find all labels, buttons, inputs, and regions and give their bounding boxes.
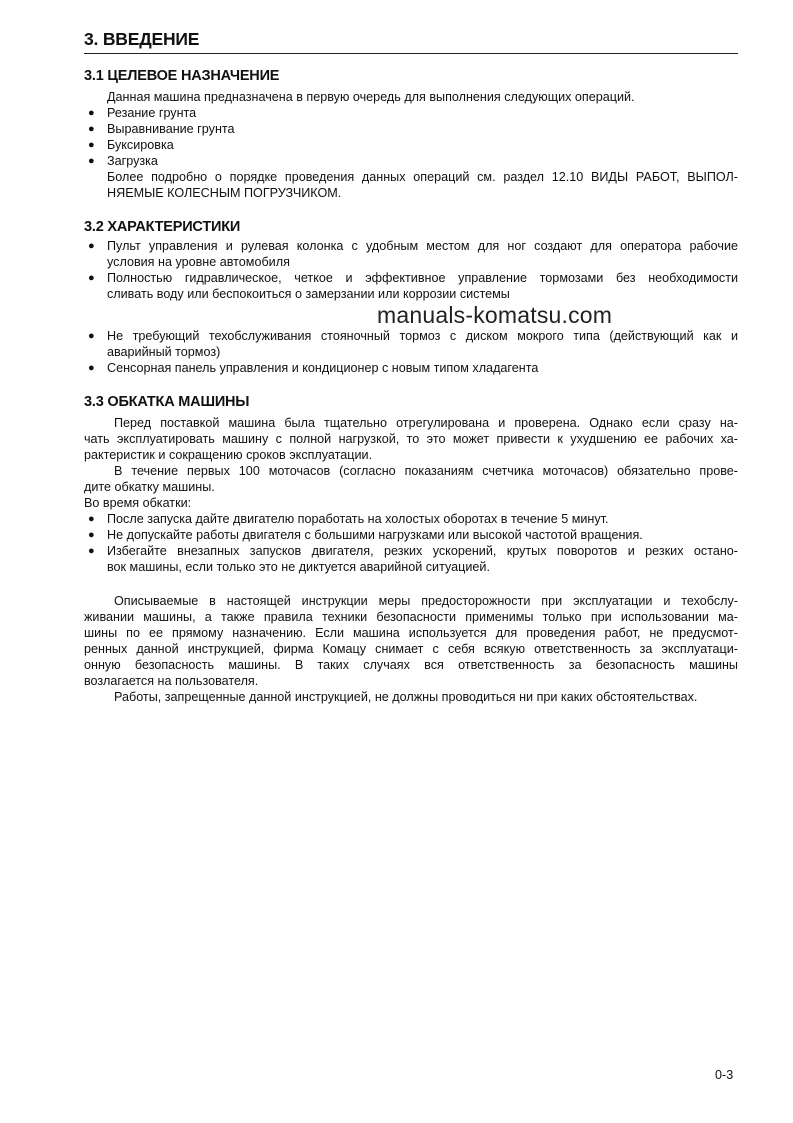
watermark: manuals-komatsu.com [377, 302, 613, 328]
bullet-icon: ● [88, 330, 95, 342]
section-3-2-heading: 3.2 ХАРАКТЕРИСТИКИ [84, 219, 241, 235]
section-3-1-heading: 3.1 ЦЕЛЕВОЕ НАЗНАЧЕНИЕ [84, 68, 280, 84]
paragraph-line: Перед поставкой машина была тщательно отрегулирована и проверена. Однако если сразу на- [114, 416, 738, 430]
paragraph-line: рактеристик и сокращению сроков эксплуатации. [84, 448, 373, 462]
paragraph-line: дите обкатку машины. [84, 480, 215, 494]
paragraph-line: живании машины, а также правила техники безопасности применимы только при использовании ма- [84, 610, 738, 624]
paragraph-line: Описываемые в настоящей инструкции меры предосторожности при эксплуатации и техобслу- [114, 594, 738, 608]
list-item: Полностью гидравлическое, четкое и эффективное управление тормозами без необходимости [107, 271, 738, 285]
list-item-continuation: сливать воду или беспокоиться о замерзании или коррозии системы [107, 287, 510, 301]
bullet-icon: ● [88, 513, 95, 525]
paragraph-line: Работы, запрещенные данной инструкцией, не должны проводиться ни при каких обстоятельствах. [114, 690, 698, 704]
bullet-icon: ● [88, 155, 95, 167]
list-item: Выравнивание грунта [107, 122, 235, 136]
page-title: 3. ВВЕДЕНИЕ [84, 29, 200, 49]
list-item: Буксировка [107, 138, 174, 152]
bullet-icon: ● [88, 272, 95, 284]
bullet-icon: ● [88, 545, 95, 557]
paragraph-line: В течение первых 100 моточасов (согласно показаниям счетчика моточасов) обязательно прове- [114, 464, 738, 478]
list-item-continuation: условия на уровне автомобиля [107, 255, 290, 269]
list-item: После запуска дайте двигателю поработать на холостых оборотах в течение 5 минут. [107, 512, 609, 526]
paragraph-line: НЯЕМЫЕ КОЛЕСНЫМ ПОГРУЗЧИКОМ. [107, 186, 342, 200]
paragraph-line: ренных данной инструкцией, фирма Комацу снимает с себя всякую ответственность за эксплуатаци- [84, 642, 738, 656]
list-item: Не допускайте работы двигателя с большими нагрузками или высокой частотой вращения. [107, 528, 643, 542]
page-number: 0-3 [715, 1068, 734, 1082]
section-3-3-heading: 3.3 ОБКАТКА МАШИНЫ [84, 394, 250, 410]
bullet-icon: ● [88, 362, 95, 374]
bullet-icon: ● [88, 139, 95, 151]
list-item: Не требующий техобслуживания стояночный тормоз с диском мокрого типа (действующий как и [107, 329, 738, 343]
paragraph-line: Более подробно о порядке проведения данных операций см. раздел 12.10 ВИДЫ РАБОТ, ВЫПОЛ- [107, 170, 738, 184]
paragraph-line: возлагается на пользователя. [84, 674, 259, 688]
paragraph-line: онную безопасность машины. В таких случаях вся ответственность за безопасность машины [84, 658, 738, 672]
title-divider [84, 53, 738, 54]
list-item: Пульт управления и рулевая колонка с удобным местом для ног создают для оператора рабочие [107, 239, 738, 253]
bullet-icon: ● [88, 107, 95, 119]
list-item-continuation: аварийный тормоз) [107, 345, 221, 359]
bullet-icon: ● [88, 529, 95, 541]
list-item: Резание грунта [107, 106, 197, 120]
list-item-continuation: вок машины, если только это не диктуется аварийной ситуацией. [107, 560, 490, 574]
paragraph-line: Данная машина предназначена в первую очередь для выполнения следующих операций. [107, 90, 635, 104]
list-item: Избегайте внезапных запусков двигателя, резких ускорений, крутых поворотов и резких остано- [107, 544, 738, 558]
list-item: Сенсорная панель управления и кондиционер с новым типом хладагента [107, 361, 539, 375]
bullet-icon: ● [88, 240, 95, 252]
list-item: Загрузка [107, 154, 158, 168]
bullet-icon: ● [88, 123, 95, 135]
paragraph-line: шины по ее прямому назначению. Если машина используется для проведения работ, не предусмот- [84, 626, 738, 640]
paragraph-line: Во время обкатки: [84, 496, 192, 510]
paragraph-line: чать эксплуатировать машину с полной нагрузкой, то это может привести к ухудшению ее рабочих ха- [84, 432, 738, 446]
